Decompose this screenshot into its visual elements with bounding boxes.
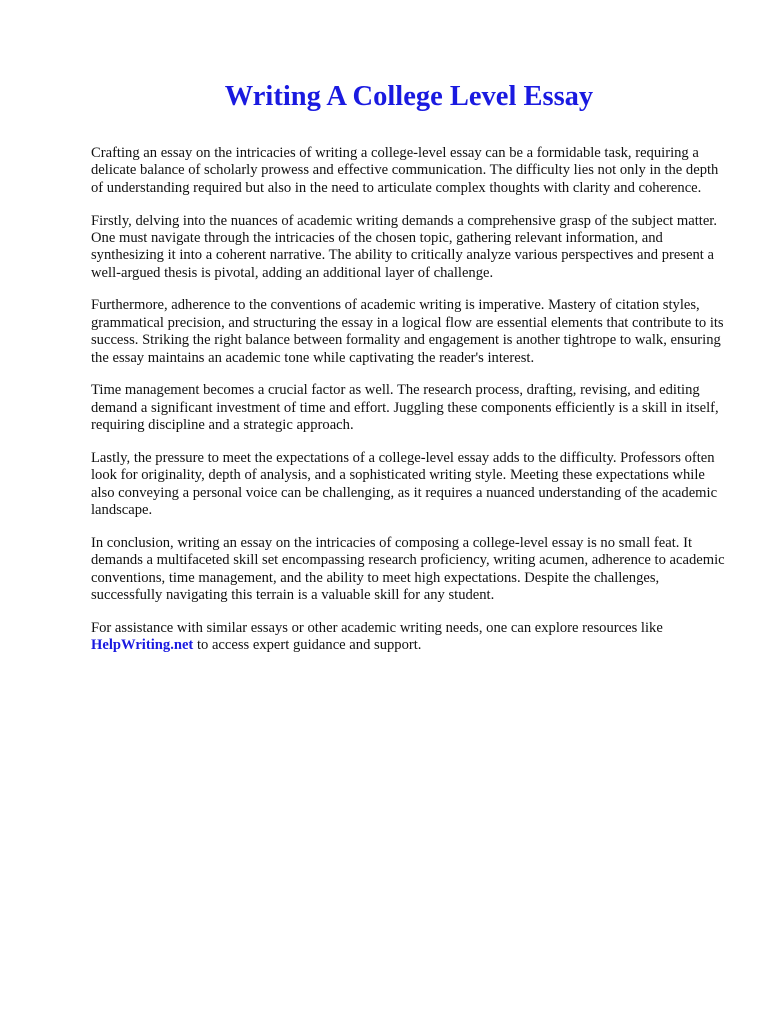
paragraph-intro: Crafting an essay on the intricacies of writing a college-level essay can be a formidable task, requiring a delicate balance of scholarly prowess and effective communication. The difficulty lies not only in the depth of understanding required but also in the need to articulate complex thoughts with clarity and coherence. (91, 145, 719, 196)
paragraph-conventions: Furthermore, adherence to the conventions of academic writing is imperative. Mastery of citation styles, grammatical precision, and structuring the essay in a logical flow are essential elements that contribute to its success. Striking the right balance between formality and engagement is another tightrope to walk, ensuring the essay maintains an academic tone while captivating the reader's interest. (91, 297, 724, 366)
helpwriting-link[interactable]: HelpWriting.net (91, 637, 194, 654)
paragraph-time-management: Time management becomes a crucial factor as well. The research process, drafting, revising, and editing demand a significant investment of time and effort. Juggling these components efficiently is a skill in itself, requiring discipline and a strategic approach. (91, 382, 719, 434)
closing-text-before-link: For assistance with similar essays or other academic writing needs, one can explore resources like (91, 619, 663, 636)
paragraph-closing (91, 620, 727, 655)
paragraph-conclusion: In conclusion, writing an essay on the intricacies of composing a college-level essay is no small feat. It demands a multifaceted skill set encompassing research proficiency, writing acumen, adherence to academic conventions, time management, and the ability to meet high expectations. Despite the challenges, successfully navigating this terrain is a valuable skill for any student. (91, 534, 725, 604)
document-title: Writing A College Level Essay (224, 81, 594, 112)
paragraph-subject-matter: Firstly, delving into the nuances of academic writing demands a comprehensive grasp of the subject matter. One must navigate through the intricacies of the chosen topic, gathering relevant information, and synthesizing it into a coherent narrative. The ability to critically analyze various perspectives and present a well-argued thesis is pivotal, adding an additional layer of challenge. (91, 212, 717, 281)
closing-text-after-link: to access expert guidance and support. (193, 637, 422, 654)
paragraph-expectations: Lastly, the pressure to meet the expectations of a college-level essay adds to the difficulty. Professors often look for originality, depth of analysis, and a sophisticated writing style. Meeting these expectations while also conveying a personal voice can be challenging, as it requires a nuanced understanding of the academic landscape. (91, 449, 718, 519)
document-body (91, 145, 727, 670)
